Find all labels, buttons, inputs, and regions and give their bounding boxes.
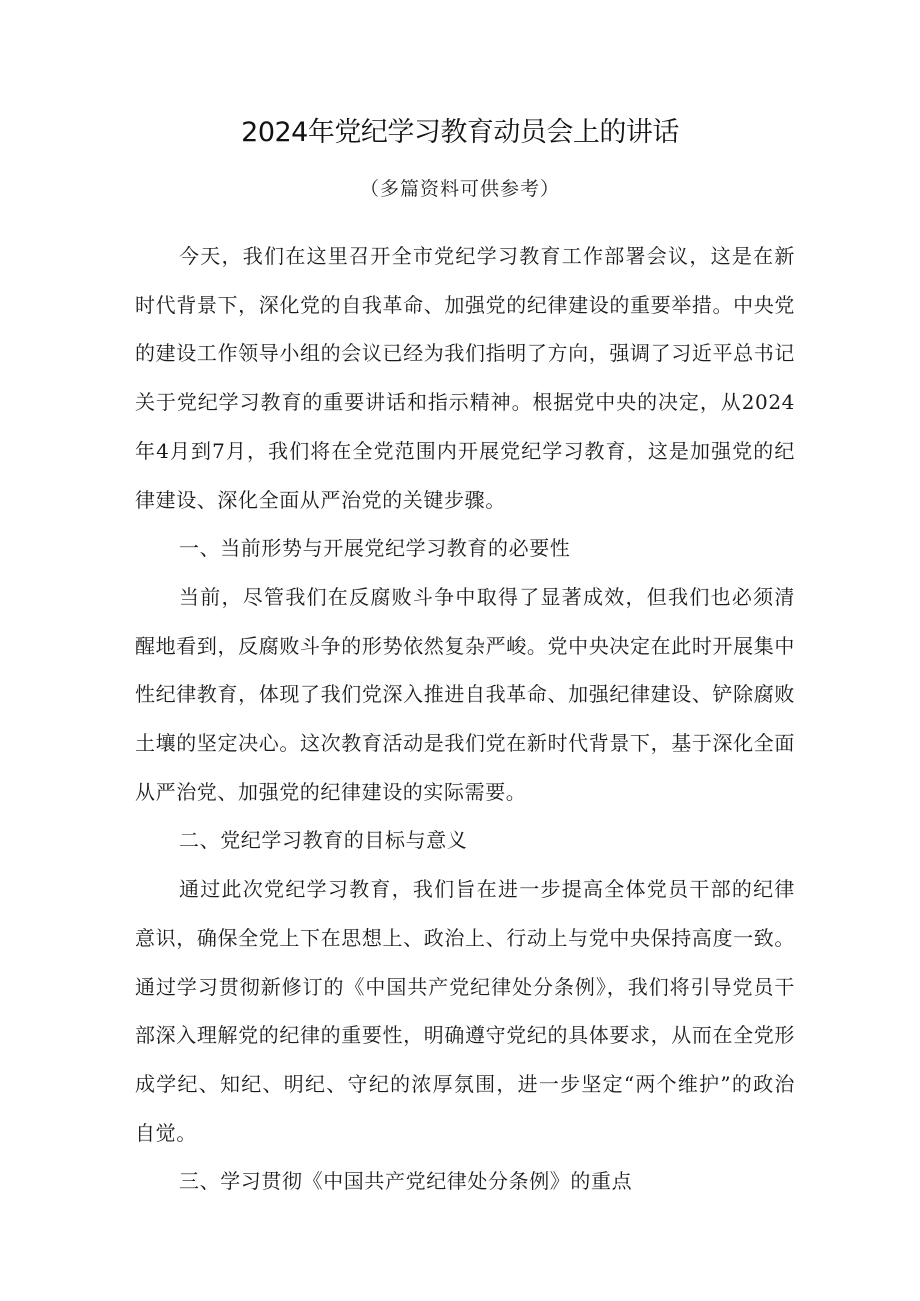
paragraph-section-1: 当前，尽管我们在反腐败斗争中取得了显著成效，但我们也必须清醒地看到，反腐败斗争的形势依然复杂严峻。党中央决定在此时开展集中性纪律教育，体现了我们党深入推进自我革命、加强纪律建设、铲除腐败土壤的坚定决心。这次教育活动是我们党在新时代背景下，基于深化全面从严治党、加强党的纪律建设的实际需要。 [135,584,795,804]
document-subtitle: （多篇资料可供参考） [359,178,560,200]
paragraph-intro: 今天，我们在这里召开全市党纪学习教育工作部署会议，这是在新时代背景下，深化党的自我革命、加强党的纪律建设的重要举措。中央党的建设工作领导小组的会议已经为我们指明了方向，强调了习近平总书记关于党纪学习教育的重要讲话和指示精神。根据党中央的决定，从2024年4月到7月，我们将在全党范围内开展党纪学习教育，这是加强党的纪律建设、深化全面从严治党的关键步骤。 [135,244,795,512]
paragraph-section-2: 通过此次党纪学习教育，我们旨在进一步提高全体党员干部的纪律意识，确保全党上下在思想上、政治上、行动上与党中央保持高度一致。通过学习贯彻新修订的《中国共产党纪律处分条例》，我们将引导党员干部深入理解党的纪律的重要性，明确遵守党纪的具体要求，从而在全党形成学纪、知纪、明纪、守纪的浓厚氛围，进一步坚定“两个维护”的政治自觉。 [135,877,795,1145]
section-heading-2: 二、党纪学习教育的目标与意义 [179,828,468,853]
section-heading-3: 三、学习贯彻《中国共产党纪律处分条例》的重点 [179,1169,633,1194]
document-body [135,232,795,1206]
document-title: 2024年党纪学习教育动员会上的讲话 [241,117,679,148]
section-heading-1: 一、当前形势与开展党纪学习教育的必要性 [179,536,571,561]
